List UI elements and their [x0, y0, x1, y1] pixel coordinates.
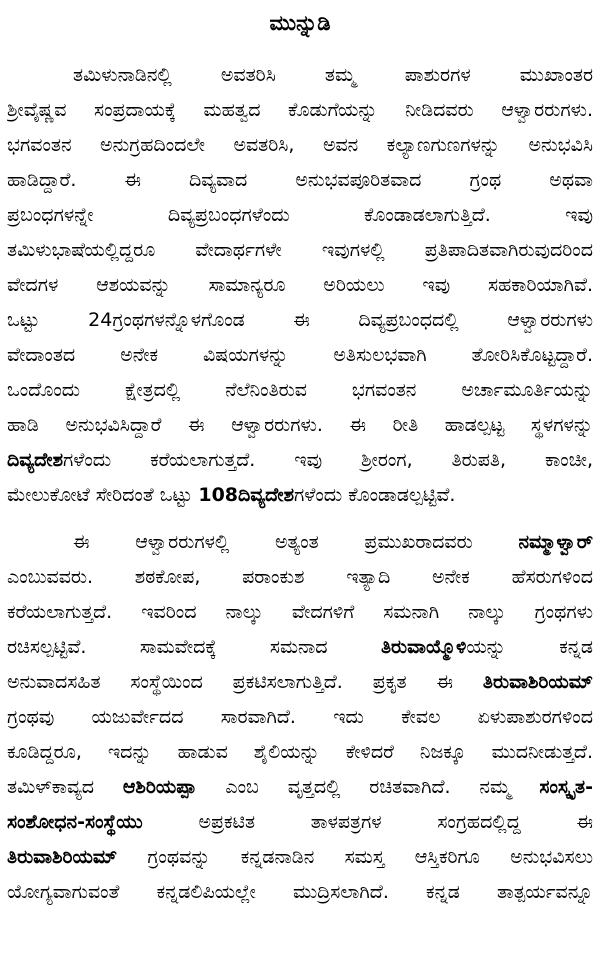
page-title: ಮುನ್ನುಡಿ [269, 11, 331, 35]
bold-term: ಸಂಸ್ಕೃತ- [539, 776, 593, 798]
text-line [7, 805, 593, 840]
bold-term: ತಿರುವಾಶಿರಿಯಮ್ [7, 846, 118, 868]
text-line: ವೇದಗಳ ಆಶಯವನ್ನು ಸಾಮಾನ್ಯರೂ ಅರಿಯಲು ಇವು ಸಹಕಾರಿಯಾಗಿವೆ. [7, 274, 593, 296]
text-line [7, 630, 593, 665]
text-line [7, 770, 593, 805]
bold-term: ತಿರುವಾಯ್ಮೊಳಿ [380, 636, 467, 658]
text-run: ತಮಿಳ್‌ಕಾವ್ಯದ [7, 776, 123, 798]
text-line: ಶ್ರೀವೈಷ್ಣವ ಸಂಪ್ರದಾಯಕ್ಕೆ ಮಹತ್ವದ ಕೊಡುಗೆಯನ್ನು ನೀಡಿದವರು ಆಳ್ವಾರರುಗಳು. [7, 99, 593, 121]
text-line: ಹಾಡಿ ಅನುಭವಿಸಿದ್ದಾರೆ ಈ ಆಳ್ವಾರರುಗಳು. ಈ ರೀತಿ ಹಾಡಲ್ಪಟ್ಟ ಸ್ಥಳಗಳನ್ನು [7, 414, 593, 436]
text-line: ತಮಿಳುಭಾಷೆಯಲ್ಲಿದ್ದರೂ ವೇದಾರ್ಥಗಳೇ ಇವುಗಳಲ್ಲಿ ಪ್ರತಿಪಾದಿತವಾಗಿರುವುದರಿಂದ [7, 239, 593, 261]
text-line: ಭಗವಂತನ ಅನುಗ್ರಹದಿಂದಲೇ ಅವತರಿಸಿ, ಅವನ ಕಲ್ಯಾಣಗುಣಗಳನ್ನು ಅನುಭವಿಸಿ [7, 134, 593, 156]
text-line: ಯೋಗ್ಯವಾಗುವಂತೆ ಕನ್ನಡಲಿಪಿಯಲ್ಲೇ ಮುದ್ರಿಸಲಾಗಿದೆ. ಕನ್ನಡ ತಾತ್ಪರ್ಯವನ್ನೂ [7, 881, 593, 903]
text-line: ಗ್ರಂಥವು ಯಜುರ್ವೇದದ ಸಾರವಾಗಿದೆ. ಇದು ಕೇವಲ ಏಳುಪಾಶುರಗಳಿಂದ [7, 706, 593, 728]
text-line: ತಮಿಳುನಾಡಿನಲ್ಲಿ ಅವತರಿಸಿ ತಮ್ಮ ಪಾಶುರಗಳ ಮುಖಾಂತರ [73, 64, 593, 86]
bold-term: ನಮ್ಮಾಳ್ವಾರ್ [518, 531, 593, 553]
bold-term: ಸಂಶೋಧನ-ಸಂಸ್ಥೆಯು [7, 811, 143, 833]
text-run: ಈ ಆಳ್ವಾರರುಗಳಲ್ಲಿ ಅತ್ಯಂತ ಪ್ರಮುಖರಾದವರು [73, 531, 519, 553]
paragraph-2 [7, 525, 593, 910]
bold-term: ತಿರುವಾಶಿರಿಯಮ್ [482, 671, 593, 693]
text-run: ಎಂಬ ವೃತ್ತದಲ್ಲಿ ರಚಿತವಾಗಿದೆ. ನಮ್ಮ [196, 776, 540, 798]
text-run: ಯನ್ನು ಕನ್ನಡ [466, 636, 593, 658]
text-line: ಎಂಬುವವರು. ಶಠಕೋಪ, ಪರಾಂಕುಶ ಇತ್ಯಾದಿ ಅನೇಕ ಹೆಸರುಗಳಿಂದ [7, 566, 593, 588]
text-line: ಹಾಡಿದ್ದಾರೆ. ಈ ದಿವ್ಯವಾದ ಅನುಭವಪೂರಿತವಾದ ಗ್ರಂಥ ಅಥವಾ [7, 169, 593, 191]
text-line [7, 665, 593, 700]
text-line [7, 840, 593, 875]
text-line: ಕರೆಯಲಾಗುತ್ತದೆ. ಇವರಿಂದ ನಾಲ್ಕು ವೇದಗಳಿಗೆ ಸಮನಾಗಿ ನಾಲ್ಕು ಗ್ರಂಥಗಳು [7, 601, 593, 623]
text-run: ಗ್ರಂಥವನ್ನು ಕನ್ನಡನಾಡಿನ ಸಮಸ್ತ ಆಸ್ತಿಕರಿಗೂ ಅನುಭವಿಸಲು [117, 846, 593, 868]
text-line: ವೇದಾಂತದ ಅನೇಕ ವಿಷಯಗಳನ್ನು ಅತಿಸುಲಭವಾಗಿ ತೋರಿಸಿಕೊಟ್ಟದ್ದಾರೆ. [7, 344, 593, 366]
text-run: ಅನುವಾದಸಹಿತ ಸಂಸ್ಥೆಯಿಂದ ಪ್ರಕಟಿಸಲಾಗುತ್ತಿದೆ. ಪ್ರಕೃತ ಈ [7, 671, 483, 693]
text-line: ಒಟ್ಟು 24ಗ್ರಂಥಗಳನ್ನೊಳಗೊಂಡ ಈ ದಿವ್ಯಪ್ರಬಂಧದಲ್ಲಿ ಆಳ್ವಾರರುಗಳು [7, 309, 593, 331]
text-line: ಒಂದೊಂದು ಕ್ಷೇತ್ರದಲ್ಲಿ ನೆಲೆನಿಂತಿರುವ ಭಗವಂತನ ಅರ್ಚಾಮೂರ್ತಿಯನ್ನು [7, 379, 593, 401]
text-line [7, 443, 593, 478]
text-run: ಗಳೆಂದು ಕೊಂಡಾಡಲ್ಪಟ್ಟಿವೆ. [294, 484, 456, 506]
text-line: ಕೂಡಿದ್ದರೂ, ಇದನ್ನು ಹಾಡುವ ಶೈಲಿಯನ್ನು ಕೇಳಿದರೆ ನಿಜಕ್ಕೂ ಮುದನೀಡುತ್ತದೆ. [7, 741, 593, 763]
text-run: ಗಳೆಂದು ಕರೆಯಲಾಗುತ್ತದೆ. ಇವು ಶ್ರೀರಂಗ, ತಿರುಪತಿ, ಕಾಂಚೀ, [63, 449, 593, 471]
text-run: ಅಪ್ರಕಟಿತ ತಾಳಪತ್ರಗಳ ಸಂಗ್ರಹದಲ್ಲಿದ್ದ ಈ [142, 811, 593, 833]
text-line [7, 525, 593, 560]
bold-term: 108ದಿವ್ಯದೇಶ [198, 484, 295, 506]
text-run: ಮೇಲುಕೋಟೆ ಸೇರಿದಂತೆ ಒಟ್ಟು [7, 484, 199, 506]
text-line: ಪ್ರಬಂಧಗಳನ್ನೇ ದಿವ್ಯಪ್ರಬಂಧಗಳೆಂದು ಕೊಂಡಾಡಲಾಗುತ್ತಿದೆ. ಇವು [7, 204, 593, 226]
paragraph-1 [7, 58, 593, 513]
text-line [7, 478, 593, 513]
bold-term: ಆಶಿರಿಯಪ್ಪಾ [122, 776, 197, 798]
bold-term: ದಿವ್ಯದೇಶ [7, 449, 64, 471]
text-run: ರಚಿಸಲ್ಪಟ್ಟಿವೆ. ಸಾಮವೇದಕ್ಕೆ ಸಮನಾದ [7, 636, 381, 658]
